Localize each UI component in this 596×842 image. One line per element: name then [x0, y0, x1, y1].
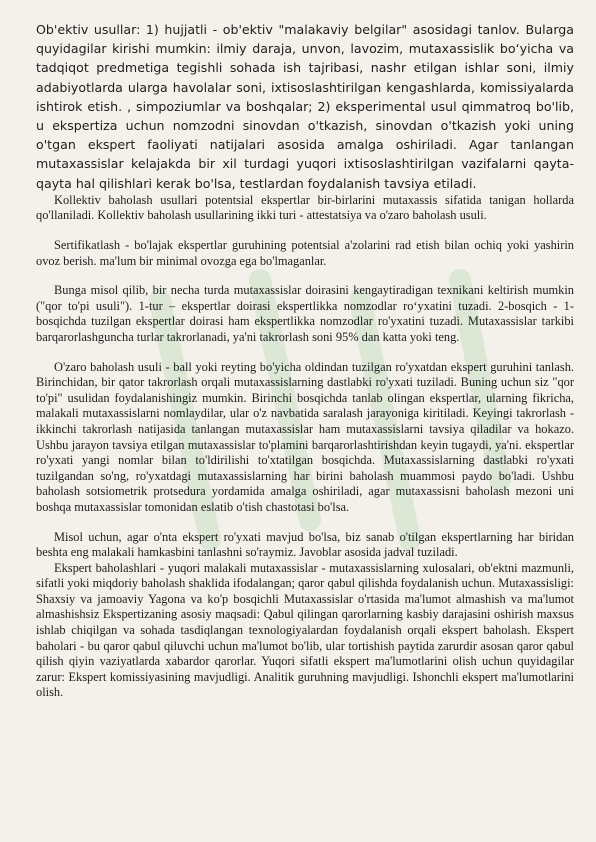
document-page: [36, 20, 574, 701]
paragraph-example-table: Misol uchun, agar o'nta ekspert ro'yxati mavjud bo'lsa, biz sanab o'tilgan ekspertlarning har biridan beshta eng malakali hamkasbini tanlashni so'raymiz. Javoblar asosida jadval tuziladi.: [36, 529, 574, 560]
paragraph-mutual-evaluation: O'zaro baholash usuli - ball yoki reyting bo'yicha oldindan tuzilgan ro'yxatdan ekspert guruhini tanlash. Birinchidan, bir qator takrorlash orqali mutaxassislarning dastlabki ro'yxati tuziladi. Buning uchun siz "qor to'pi" usulidan foydalanishingiz mumkin. Birinchi bosqichda tanlab olingan ekspertlar, ularning fikricha, malakali mutaxassislarni nomlaydilar, ular o'z navbatida saralash jarayoniga kiritiladi. Keyingi takrorlash - ikkinchi takrorlash natijasida tanlangan mutaxassislar ham mutaxassislarni tavsiya qiladilar va hokazo. Ushbu jarayon tavsiya etilgan mutaxassislar to'plamini barqarorlashtirishdan keyin tugaydi, ya'ni. ekspertlar ro'yxati yangi nomlar bilan to'ldirilishi to'xtatilgan bosqichda. Mutaxassislarning dastlabki ro'yxati tuzilgandan so'ng, ro'yxatdagi mutaxassislarning har birini baholash muammosi paydo bo'ladi. Ushbu baholash sotsiometrik protsedura yordamida amalga oshiriladi, agar mutaxassisni baholash mezoni uni boshqa mutaxassislar tomonidan eslatib o'tish chastotasi bo'lsa.: [36, 359, 574, 514]
paragraph-certification: Sertifikatlash - bo'lajak ekspertlar guruhining potentsial a'zolarini rad etish bilan ochiq yoki yashirin ovoz berish. ma'lum bir minimal ovozga ega bo'lmaganlar.: [36, 238, 574, 268]
paragraph-collective-methods: Kollektiv baholash usullari potentsial ekspertlar bir-birlarini mutaxassis sifatida tanigan hollarda qo'llaniladi. Kollektiv baholash usullarining ikki turi - attestatsiya va o'zaro baholash usuli.: [36, 192, 574, 223]
paragraph-objective-methods: Ob'ektiv usullar: 1) hujjatli - ob'ektiv "malakaviy belgilar" asosidagi tanlov. Bularga quyidagilar kirishi mumkin: ilmiy daraja, unvon, lavozim, mutaxassislik bo‘yicha va tadqiqot predmetiga tegishli sohada ish tajribasi, nashr etilgan ishlar soni, ilmiy adabiyotlarda ularga havolalar soni, ixtisoslashtirilgan kengashlarda, komissiyalarda ishtirok etish. , simpoziumlar va boshqalar; 2) eksperimental usul qimmatroq bo'lib, u ekspertiza uchun nomzodni sinovdan o'tkazish, sinovdan o'tkazish yoki uning o'tgan ekspert faoliyati natijalari asosida amalga oshiriladi. Agar tanlangan mutaxassislar kelajakda bir xil turdagi yuqori ixtisoslashtirilgan vazifalarni qayta-qayta hal qilishlari kerak bo'lsa, testlardan foydalanish tavsiya etiladi.: [36, 22, 574, 191]
paragraph-snowball-example: Bunga misol qilib, bir necha turda mutaxassislar doirasini kengaytiradigan texnikani keltirish mumkin ("qor to'pi usuli"). 1-tur – ekspertlar doirasi ekspertlikka nomzodlar ro‘yxatini tuzadi. 2-bosqich - 1-bosqichda tuzilgan ekspertlar doirasi ham ekspertlikka nomzodlar ro'yxatini tuzadi. Mutaxassislar tarkibi barqarorlashguncha turlar takrorlanadi, ya'ni takrorlash soni 95% dan katta yoki teng.: [36, 283, 574, 344]
paragraph-expert-assessments: Ekspert baholashlari - yuqori malakali mutaxassislar - mutaxassislarning xulosalari, ob'ektni mazmunli, sifatli yoki miqdoriy baholash shaklida ifodalangan; qaror qabul qilishda foydalanish uchun. Mutaxassisligi: Shaxsiy va jamoaviy Yagona va ko'p bosqichli Mutaxassislar o'rtasida ma'lumot almashish va ma'lumot almashishsiz Ekspertizaning asosiy maqsadi: Qabul qilingan qarorlarning kasbiy darajasini oshirish maxsus ishlab chiqilgan va sohada tasdiqlangan texnologiyalardan foydalanish orqali ekspert baholash. Ekspert baholari - bu qaror qabul qiluvchi uchun ma'lumot bo'lib, ular tortishish paytida zarurdir asosan qaror qabul qilish qiyin vaziyatlarda xabardor qarorlar. Yuqori sifatli ekspert ma'lumotlarini olish uchun quyidagilar zarur: Ekspert komissiyasining mavjudligi. Analitik guruhning mavjudligi. Ishonchli ekspert ma'lumotlarini olish.: [36, 560, 574, 700]
